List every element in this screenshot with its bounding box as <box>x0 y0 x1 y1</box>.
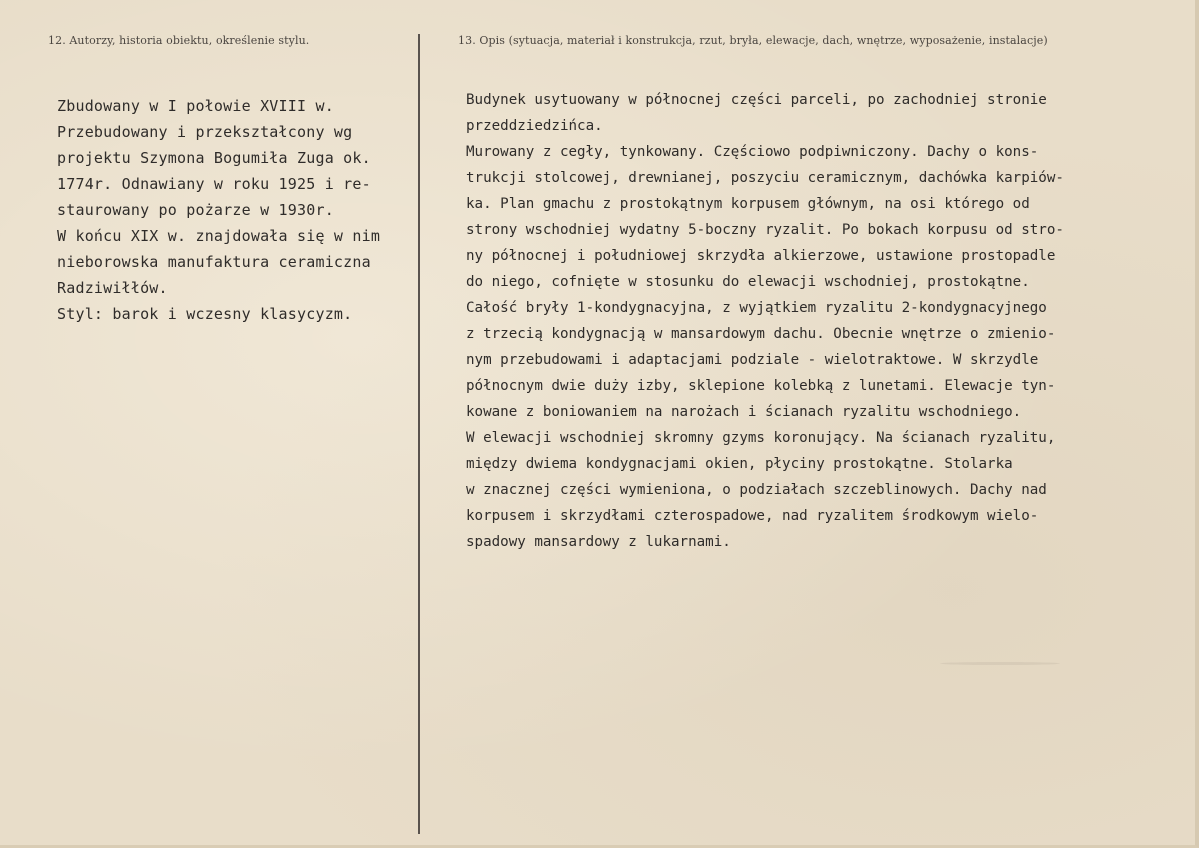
text-line: przeddziedzińca. <box>466 118 603 134</box>
text-line: z trzecią kondygnacją w mansardowym dachu. Obecnie wnętrze o zmienio- <box>466 326 1056 342</box>
paper-smudge <box>940 662 1060 665</box>
text-line: północnym dwie duży izby, sklepione kolebką z lunetami. Elewacje tyn- <box>466 378 1056 394</box>
text-line: w znacznej części wymieniona, o podziałach szczeblinowych. Dachy nad <box>466 482 1047 498</box>
text-line: 1774r. Odnawiany w roku 1925 i re- <box>57 175 371 193</box>
text-line: staurowany po pożarze w 1930r. <box>57 201 334 219</box>
text-line: Murowany z cegły, tynkowany. Częściowo podpiwniczony. Dachy o kons- <box>466 144 1039 160</box>
text-line: do niego, cofnięte w stosunku do elewacji wschodniej, prostokątne. <box>466 274 1030 290</box>
text-line: Styl: barok i wczesny klasycyzm. <box>57 305 353 323</box>
text-line: ka. Plan gmachu z prostokątnym korpusem głównym, na osi którego od <box>466 196 1030 212</box>
text-line: ny północnej i południowej skrzydła alkierzowe, ustawione prostopadle <box>466 248 1056 264</box>
text-line: między dwiema kondygnacjami okien, płyciny prostokątne. Stolarka <box>466 456 1013 472</box>
text-line: Budynek usytuowany w północnej części parceli, po zachodniej stronie <box>466 92 1047 108</box>
section-12-body <box>57 93 380 327</box>
text-line: W elewacji wschodniej skromny gzyms koronujący. Na ścianach ryzalitu, <box>466 430 1056 446</box>
section-12-heading: 12. Autorzy, historia obiektu, określenie stylu. <box>48 34 310 47</box>
text-line: korpusem i skrzydłami czterospadowe, nad ryzalitem środkowym wielo- <box>466 508 1039 524</box>
text-line: spadowy mansardowy z lukarnami. <box>466 534 731 550</box>
text-line: kowane z boniowaniem na narożach i ścianach ryzalitu wschodniego. <box>466 404 1022 420</box>
text-line: projektu Szymona Bogumiła Zuga ok. <box>57 149 371 167</box>
text-line: nieborowska manufaktura ceramiczna <box>57 253 371 271</box>
text-line: Przebudowany i przekształcony wg <box>57 123 353 141</box>
section-13-body <box>466 87 1064 555</box>
text-line: W końcu XIX w. znajdowała się w nim <box>57 227 381 245</box>
column-divider <box>418 34 420 834</box>
text-line: strony wschodniej wydatny 5-boczny ryzalit. Po bokach korpusu od stro- <box>466 222 1064 238</box>
text-line: Zbudowany w I połowie XVIII w. <box>57 97 334 115</box>
section-13-heading: 13. Opis (sytuacja, materiał i konstrukcja, rzut, bryła, elewacje, dach, wnętrze, wyposażenie, instalacje) <box>458 34 1048 47</box>
text-line: Całość bryły 1-kondygnacyjna, z wyjątkiem ryzalitu 2-kondygnacyjnego <box>466 300 1047 316</box>
text-line: trukcji stolcowej, drewnianej, poszyciu ceramicznym, dachówka karpiów- <box>466 170 1064 186</box>
text-line: nym przebudowami i adaptacjami podziale - wielotraktowe. W skrzydle <box>466 352 1039 368</box>
text-line: Radziwiłłów. <box>57 279 168 297</box>
